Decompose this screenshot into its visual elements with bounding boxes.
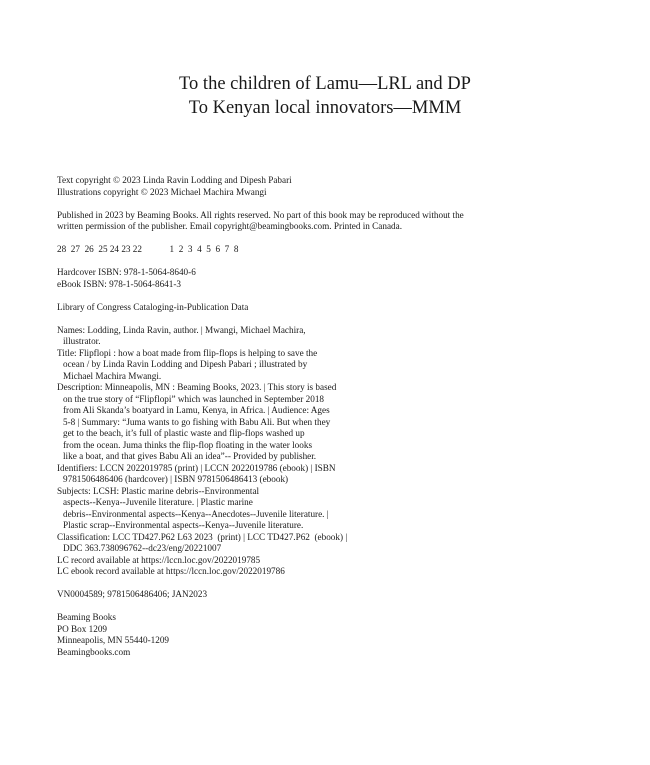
cip-heading-block	[57, 302, 497, 314]
copyright-page-body	[57, 175, 497, 658]
cip-line: 9781506486406 (hardcover) | ISBN 9781506486413 (ebook)	[63, 474, 289, 484]
cip-line: debris--Environmental aspects--Kenya--Anecdotes--Juvenile literature. |	[63, 508, 329, 519]
cip-line: Title: Flipflopi : how a boat made from flip-flops is helping to save the	[57, 347, 318, 358]
cip-line: Description: Minneapolis, MN : Beaming Books, 2023. | This story is based	[57, 382, 337, 392]
illustrations-copyright: Illustrations copyright © 2023 Michael Machira Mwangi	[57, 186, 267, 197]
cip-line: Classification: LCC TD427.P62 L63 2023 (print) | LCC TD427.P62 (ebook) |	[57, 531, 348, 542]
cip-line: Michael Machira Mwangi.	[63, 370, 162, 381]
publishing-line-2: written permission of the publisher. Email copyright@beamingbooks.com. Printed in Canada.	[57, 221, 403, 231]
dedication	[0, 72, 650, 120]
ebook-isbn: eBook ISBN: 978-1-5064-8641-3	[57, 278, 182, 289]
publishing-block	[57, 210, 497, 233]
cip-line: Plastic scrap--Environmental aspects--Kenya--Juvenile literature.	[63, 520, 304, 530]
publishing-line-1: Published in 2023 by Beaming Books. All rights reserved. No part of this book may be reproduced without the	[57, 209, 464, 220]
vn-line: VN0004589; 9781506486406; JAN2023	[57, 589, 208, 599]
copyright-block	[57, 175, 497, 198]
publisher-address	[57, 612, 497, 658]
address-line-2: PO Box 1209	[57, 623, 108, 634]
cip-line: LC ebook record available at https://lccn.loc.gov/2022019786	[57, 566, 285, 576]
dedication-line-1: To the children of Lamu—LRL and DP	[179, 74, 471, 94]
printing-line: 28 27 26 25 24 23 22 1 2 3 4 5 6 7 8	[57, 244, 239, 254]
cip-line: like a boat, and that gives Babu Ali an idea”-- Provided by publisher.	[63, 451, 317, 461]
dedication-line-2: To Kenyan local innovators—MMM	[188, 98, 462, 118]
isbn-block	[57, 267, 497, 290]
hardcover-isbn: Hardcover ISBN: 978-1-5064-8640-6	[57, 267, 196, 277]
cip-line: Identifiers: LCCN 2022019785 (print) | LCCN 2022019786 (ebook) | ISBN	[57, 462, 336, 473]
cip-line: illustrator.	[63, 336, 101, 346]
cip-line: aspects--Kenya--Juvenile literature. | Plastic marine	[63, 497, 253, 507]
cip-heading: Library of Congress Cataloging-in-Publication Data	[57, 301, 249, 312]
cip-line: get to the beach, it’s full of plastic waste and flip-flops washed up	[63, 428, 305, 438]
text-copyright: Text copyright © 2023 Linda Ravin Lodding and Dipesh Pabari	[57, 175, 292, 185]
cip-line: Subjects: LCSH: Plastic marine debris--Environmental	[57, 485, 260, 496]
address-line-3: Minneapolis, MN 55440-1209	[57, 635, 170, 645]
printing-line-block	[57, 244, 497, 256]
cip-line: on the true story of “Flipflopi” which was launched in September 2018	[63, 393, 325, 404]
cip-line: from Ali Skanda’s boatyard in Lamu, Kenya, in Africa. | Audience: Ages	[63, 405, 330, 415]
address-line-1: Beaming Books	[57, 612, 116, 622]
cip-line: LC record available at https://lccn.loc.gov/2022019785	[57, 554, 261, 565]
cip-line: Names: Lodding, Linda Ravin, author. | Mwangi, Michael Machira,	[57, 324, 306, 335]
cip-line: 5-8 | Summary: “Juma wants to go fishing with Babu Ali. But when they	[63, 416, 331, 427]
address-line-4: Beamingbooks.com	[57, 646, 131, 657]
cip-record	[57, 325, 497, 578]
cip-line: from the ocean. Juma thinks the flip-flop floating in the water looks	[63, 439, 313, 450]
cip-line: DDC 363.738096762--dc23/eng/20221007	[63, 543, 222, 553]
vn-block	[57, 589, 497, 601]
cip-line: ocean / by Linda Ravin Lodding and Dipesh Pabari ; illustrated by	[63, 359, 308, 369]
